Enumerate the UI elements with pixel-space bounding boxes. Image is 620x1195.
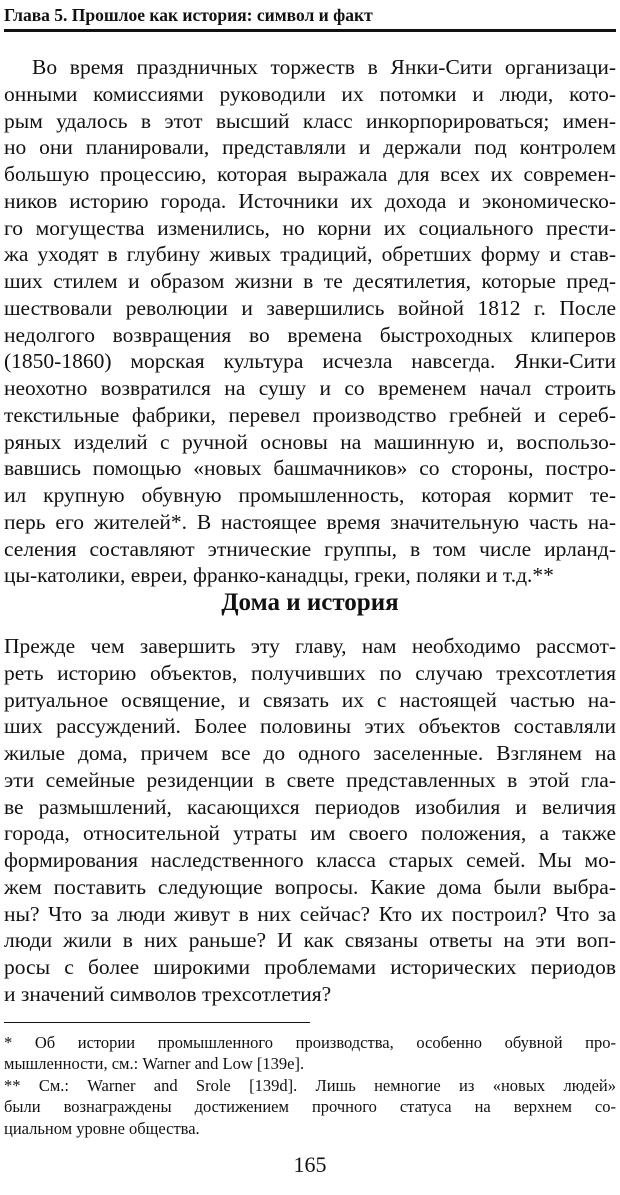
text-line: текстильные фабрики, перевел производство гребней и сереб- bbox=[4, 402, 616, 427]
text-line: селения составляют этнические группы, в том числе ирланд- bbox=[4, 536, 616, 561]
running-header: Глава 5. Прошлое как история: символ и факт bbox=[4, 5, 373, 25]
text-line: люди жили в них раньше? И как связаны ответы на эти воп- bbox=[4, 928, 616, 953]
text-line: неохотно возвратился на сушу и со временем начал строить bbox=[4, 376, 616, 400]
text-line: формирования наследственного класса старых семей. Мы мо- bbox=[4, 848, 616, 872]
text-line: ил крупную обувную промышленность, которая кормит те- bbox=[4, 483, 616, 507]
text-line: Прежде чем завершить эту главу, нам необходимо рассмот- bbox=[4, 634, 616, 658]
text-line: ны? Что за люди живут в них сейчас? Кто их построил? Что за bbox=[4, 901, 616, 926]
text-line: рым удалось в этот высший класс инкорпорироваться; имен- bbox=[4, 108, 616, 133]
text-line: ших стилем и образом жизни в те десятилетия, которые пред- bbox=[4, 269, 616, 293]
text-line: ритуальное освящение, и связать их с настоящей частью на- bbox=[4, 687, 616, 712]
text-line: жем поставить следующие вопросы. Какие дома были выбра- bbox=[4, 874, 616, 899]
paragraph-2 bbox=[4, 633, 616, 1008]
text-line: недолгого возвращения во времена быстроходных клиперов bbox=[4, 322, 616, 347]
text-line: ве размышлений, касающихся периодов изобилия и величия bbox=[4, 794, 616, 819]
text-line: Во время праздничных торжеств в Янки-Сити организаци- bbox=[32, 55, 616, 79]
header-rule bbox=[4, 29, 616, 32]
footnote-line: мышленности, см.: Warner and Low [139e]. bbox=[4, 1054, 305, 1074]
text-line: ников историю города. Источники их дохода и экономическо- bbox=[4, 188, 616, 213]
text-line: онными комиссиями руководили их потомки и люди, кото- bbox=[4, 81, 616, 106]
text-line: города, относительной утраты им своего положения, а также bbox=[4, 821, 616, 846]
text-line: и значений символов трехсотлетия? bbox=[4, 981, 332, 1006]
paragraph-1 bbox=[4, 54, 616, 589]
footnote-line: были вознаграждены достижением прочного статуса на верхнем со- bbox=[4, 1097, 616, 1117]
section-heading: Дома и история bbox=[221, 589, 399, 616]
text-line: жилые дома, причем все до одного заселенные. Взглянем на bbox=[4, 741, 616, 765]
text-line: (1850-1860) морская культура исчезла навсегда. Янки-Сити bbox=[4, 349, 616, 374]
text-line: шествовали революции и завершились войной 1812 г. После bbox=[4, 295, 616, 320]
text-line: ряных изделий с ручной основы на машинную и, воспользо- bbox=[4, 429, 616, 454]
text-line: реть историю объектов, получивших по случаю трехсотлетия bbox=[4, 660, 616, 685]
text-line: цы-католики, евреи, франко-канадцы, греки, поляки и т.д.** bbox=[4, 563, 554, 588]
page-number: 165 bbox=[293, 1152, 327, 1177]
text-line: росы с более широкими проблемами исторических периодов bbox=[4, 955, 616, 979]
text-line: перь его жителей*. В настоящее время значительную часть на- bbox=[4, 509, 616, 534]
footnote-line: ** См.: Warner and Srole [139d]. Лишь немногие из «новых людей» bbox=[4, 1075, 616, 1095]
text-line: эти семейные резиденции в свете представленных в этой гла- bbox=[4, 767, 616, 792]
text-line: жа уходят в глубину живых традиций, обретших форму и став- bbox=[4, 242, 616, 267]
text-line: но они планировали, представляли и держали под контролем bbox=[4, 135, 616, 160]
footnote-rule bbox=[4, 1022, 310, 1023]
text-line: большую процессию, которая выражала для всех их современ- bbox=[4, 162, 616, 186]
footnotes bbox=[4, 1032, 616, 1139]
text-line: ших рассуждений. Более половины этих объектов составляли bbox=[4, 714, 616, 739]
text-line: вавшись помощью «новых башмачников» со стороны, постро- bbox=[4, 456, 616, 481]
footnote-line: циальном уровне общества. bbox=[4, 1118, 200, 1138]
text-line: го могущества изменились, но корни их социального прести- bbox=[4, 215, 616, 240]
footnote-line: * Об истории промышленного производства, особенно обувной про- bbox=[4, 1033, 616, 1052]
